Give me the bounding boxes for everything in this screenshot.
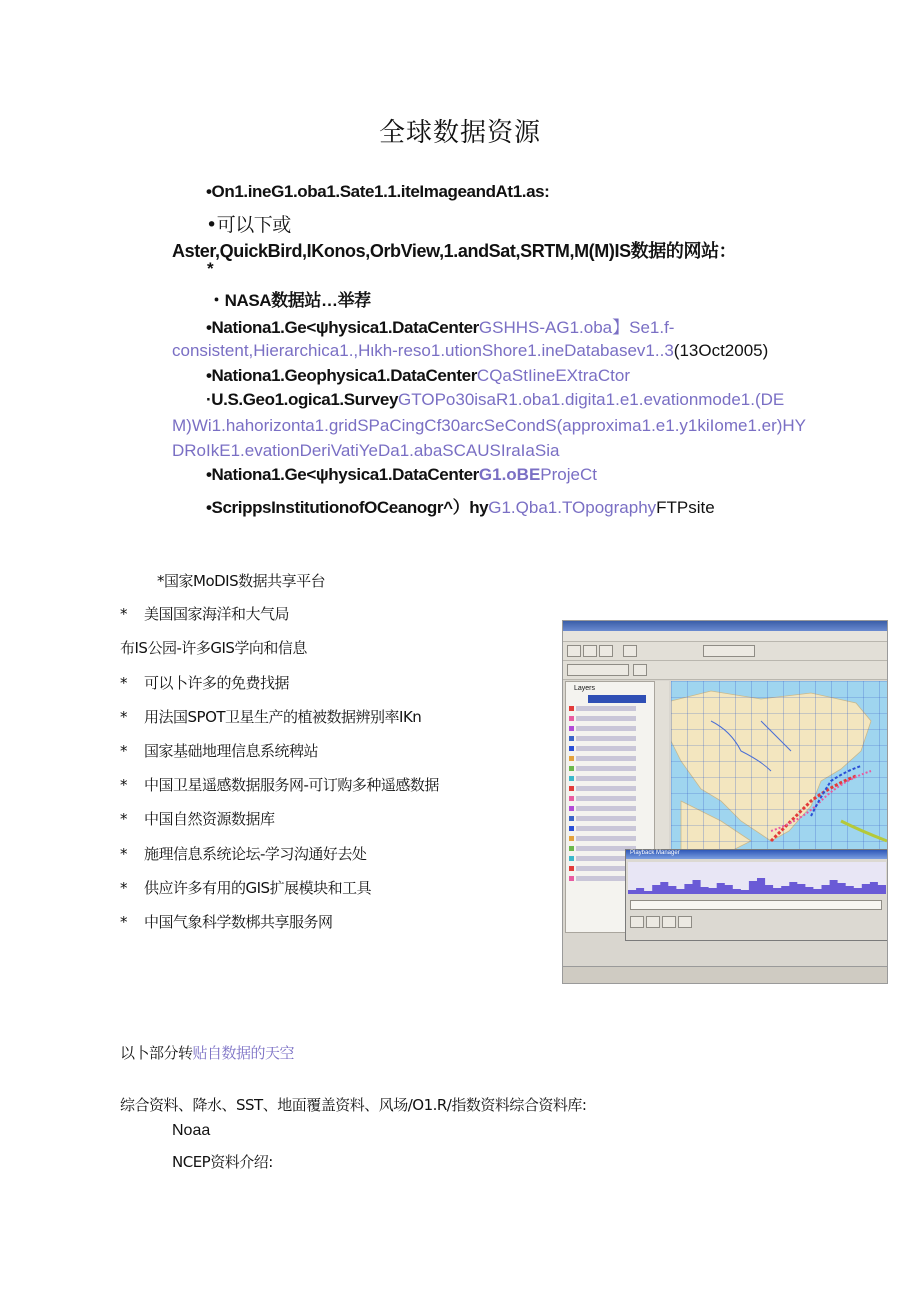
modis-platform-item: *国家MoDIS数据共享平台 (157, 572, 326, 590)
layer-swatch (569, 836, 574, 841)
layer-row (576, 706, 636, 711)
list-item-text: 供应许多有用的GIS扩展模块和工具 (144, 879, 372, 897)
star-line: * (207, 259, 214, 278)
gtopo30-link-cont[interactable]: M)Wi1.hahorizonta1.gridSPaCingCf30arcSeCondS(approxima1.e1.y1kiIome1.er)HY (172, 416, 807, 435)
dataset-summary: 综合资料、降水、SST、地面覆盖资料、风场/O1.R/指数资料综合资料库: (120, 1096, 587, 1114)
list-bullet: * (120, 845, 127, 863)
play-icon (662, 916, 676, 928)
layer-swatch (569, 866, 574, 871)
tracking-analyst-dropdown (567, 664, 629, 676)
list-bullet: * (120, 810, 127, 828)
layer-swatch (569, 716, 574, 721)
repost-prefix: 以卜部分转 (120, 1044, 193, 1062)
resource-list-item (120, 637, 307, 658)
sources-line: Aster,QuickBird,IKonos,OrbView,1.andSat,SRTM,M(M)IS数据的网站： (172, 241, 737, 261)
gtopo30-line-2 (172, 416, 806, 436)
layer-swatch (569, 766, 574, 771)
layer-row (576, 806, 636, 811)
gtopo30-link[interactable]: GTOPo30isaR1.oba1.digita1.e1.evationmode1.(DE (398, 390, 785, 409)
list-item-text: 可以卜许多的免费找据 (144, 674, 290, 692)
gshhs-link[interactable]: GSHHS-AG1.oba】Se1.f- (478, 318, 675, 337)
layer-row (576, 826, 636, 831)
layer-swatch (569, 856, 574, 861)
list-item-text: 中国气象科学数梆共享服务网 (144, 913, 333, 931)
layer-row (576, 776, 636, 781)
resource-list-item (120, 706, 421, 727)
stop-icon (646, 916, 660, 928)
playback-titlebar (626, 850, 888, 859)
layer-row (576, 836, 636, 841)
track-icon (633, 664, 647, 676)
arcgis-tracking-screenshot (562, 620, 888, 984)
layer-row (576, 756, 636, 761)
layer-swatch (569, 796, 574, 801)
gshhs-link-cont[interactable]: consistent,Hierarchica1.,Hιkh-reso1.utionShore1.ineDatabasev1..3 (172, 341, 674, 360)
hurricane-map (671, 681, 887, 851)
list-bullet: * (120, 776, 127, 794)
playback-title: Playback Manager (630, 850, 680, 856)
resource-list-item (120, 672, 289, 693)
list-bullet: * (120, 913, 127, 931)
selected-layer (588, 695, 646, 703)
window-titlebar (563, 621, 887, 631)
page-title: 全球数据资源 (378, 118, 541, 148)
noaa-label: Noaa (172, 1122, 211, 1139)
resource-list-item (120, 843, 366, 864)
list-item-text: 中国卫星遥感数据服务网-可订购多种遥感数据 (144, 776, 439, 794)
layer-row (576, 726, 636, 731)
layers-label: Layers (574, 685, 596, 692)
layer-row (576, 816, 636, 821)
save-icon (599, 645, 613, 657)
list-bullet: * (120, 879, 127, 897)
usgs-label: ·U.S.Geo1.ogica1.Survey (206, 390, 399, 409)
resource-list-item (120, 774, 439, 795)
globe-link[interactable]: G1.oBE (478, 465, 541, 484)
resource-list-item (120, 603, 289, 624)
repost-line (120, 1042, 294, 1063)
menu-bar (563, 631, 887, 642)
ngdc-gshhs-line (206, 313, 674, 338)
global-topography-link[interactable]: G1.Qba1.TOpography (488, 498, 657, 517)
gshhs-line-2 (172, 341, 768, 361)
layer-swatch (569, 736, 574, 741)
online-atlas-heading: •On1.ineG1.oba1.Sate1.1.iteImageandAt1.as: (206, 182, 550, 201)
download-line: •可以下或 (206, 214, 291, 236)
layer-row (576, 736, 636, 741)
list-bullet: * (120, 708, 127, 726)
list-bullet: * (120, 605, 127, 623)
hydro1k-link[interactable]: DRoIkE1.evationDeriVatiYeDa1.abaSCAUSIraIaSia (172, 441, 560, 460)
tracking-toolbar (563, 661, 887, 680)
list-item-text: 用法国SPOT卫星生产的植被数据辨别率IKn (144, 708, 422, 726)
ngdc-label-3: •Nationa1.Ge<ψhysica1.DataCenter (206, 465, 479, 484)
layer-swatch (569, 826, 574, 831)
resource-list-item (120, 808, 275, 829)
list-item-text: 中国自然资源数据库 (144, 810, 275, 828)
toolbar (563, 642, 887, 661)
list-bullet: * (120, 674, 127, 692)
scripps-line (206, 493, 715, 518)
ngdc-label: •Nationa1.Ge<ψhysica1.DataCenter (206, 318, 479, 337)
layer-row (576, 786, 636, 791)
layer-row (576, 796, 636, 801)
ngdc-globe-line (206, 465, 597, 485)
ngdc-label-2: •Nationa1.Geophysica1.DataCenter (206, 366, 477, 385)
layer-swatch (569, 816, 574, 821)
playback-histogram (628, 862, 886, 894)
scale-box (703, 645, 755, 657)
data-sky-link[interactable]: 贴自数据的天空 (192, 1044, 295, 1062)
print-icon (623, 645, 637, 657)
scripps-label: •ScrippsInstitutionofOCeanogr^）hy (206, 498, 489, 517)
layer-swatch (569, 806, 574, 811)
layer-swatch (569, 746, 574, 751)
list-item-text: 美国国家海洋和大气局 (144, 605, 290, 623)
coastline-extractor-link[interactable]: CQaStIineEXtraCtor (476, 366, 630, 385)
time-slider (630, 900, 882, 910)
resource-list-item (120, 877, 371, 898)
nasa-line: ・NASA数据站…举荐 (208, 291, 371, 310)
hydro1k-line (172, 441, 559, 461)
layer-swatch (569, 756, 574, 761)
layer-swatch (569, 726, 574, 731)
layer-row (576, 766, 636, 771)
globe-project-link[interactable]: ProjeCt (540, 465, 597, 484)
resource-list-item (120, 740, 318, 761)
ftp-site-text: FTPsite (656, 498, 715, 517)
playback-manager-window (625, 849, 888, 941)
list-item-text: 施理信息系统论坛-学习沟通好去处 (144, 845, 367, 863)
layer-swatch (569, 776, 574, 781)
new-icon (567, 645, 581, 657)
ngdc-coastline-line (206, 366, 630, 386)
list-bullet: * (120, 742, 127, 760)
forward-icon (678, 916, 692, 928)
usgs-line (206, 390, 784, 410)
layer-swatch (569, 706, 574, 711)
layer-swatch (569, 846, 574, 851)
layer-row (576, 746, 636, 751)
resource-list-item (120, 911, 333, 932)
list-item-text: 国家基础地理信息系统稗站 (144, 742, 319, 760)
ncep-intro: NCEP资料介绍: (172, 1153, 273, 1171)
map-view (671, 681, 887, 851)
open-icon (583, 645, 597, 657)
layer-swatch (569, 876, 574, 881)
layer-row (576, 716, 636, 721)
rewind-icon (630, 916, 644, 928)
playback-controls (630, 914, 880, 930)
layer-swatch (569, 786, 574, 791)
taskbar (563, 966, 887, 983)
gshhs-date: (13Oct2005) (673, 341, 769, 360)
list-item-text: 布IS公园-许多GIS学向和信息 (120, 639, 307, 657)
